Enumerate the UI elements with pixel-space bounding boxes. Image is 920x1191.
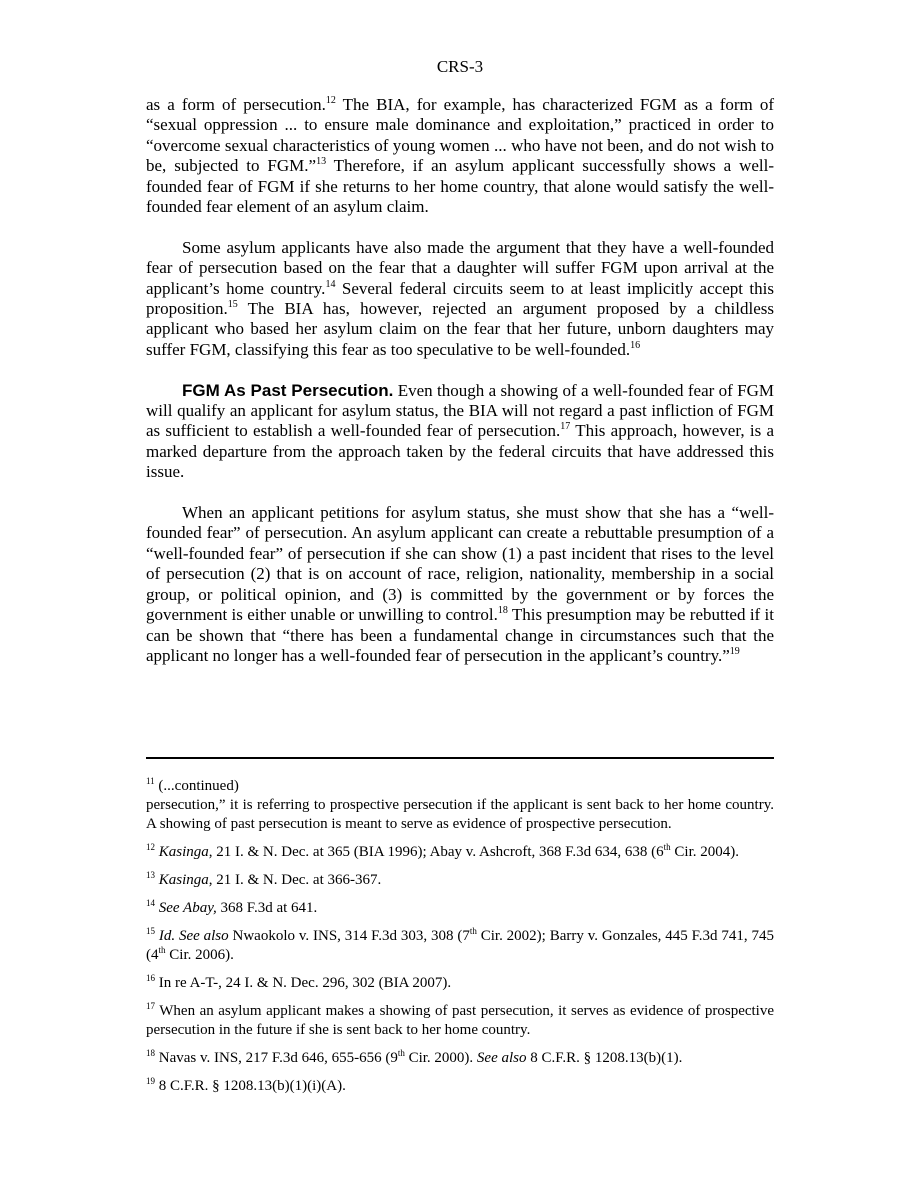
footnote-text: , 21 I. & N. Dec. at 366-367. <box>208 872 382 888</box>
footnote-ref: 15 <box>227 299 238 311</box>
text-run: Therefore, if an asylum applicant successfully shows a well-founded fear of FGM if she returns to her home country, that alone would satisfy the well-founded fear element of an asylum claim. <box>146 156 775 217</box>
footnote-19 <box>146 1077 774 1096</box>
signal-phrase: See also <box>476 1050 527 1066</box>
case-name: Kasinga <box>158 872 209 888</box>
footnote-number: 19 <box>146 1076 155 1086</box>
footnote-text: Cir. 2004). <box>670 844 739 860</box>
footnote-number: 12 <box>146 842 155 852</box>
case-name: Kasinga <box>158 844 209 860</box>
footnote-text: Cir. 2002); Barry v. Gonzales, 445 F.3d 741, 745 (4 <box>146 928 774 963</box>
footnote-18 <box>146 1049 774 1068</box>
footnote-text: Cir. 2006). <box>165 947 234 963</box>
footnote-ref: 14 <box>325 278 336 290</box>
text-run: Some asylum applicants have also made the argument that they have a well-founded fear of persecution based on the fear that a daughter will suffer FGM upon arrival at the applicant’s home country. <box>146 237 774 298</box>
text-run: When an applicant petitions for asylum status, she must show that she has a “well-founded fear” of persecution. An asylum applicant can create a rebuttable presumption of a “well-founded fear” of persecution if she can show (1) a past incident that rises to the level of persecution (2) that is on account of race, religion, nationality, membership in a social group, or political opinion, and (3) is committed by the government or by forces the government is either unable or unwilling to control. <box>146 503 774 625</box>
page-number-header: CRS-3 <box>436 57 484 76</box>
text-run: Several federal circuits seem to at least implicitly accept this proposition. <box>146 278 774 319</box>
ordinal-suffix: th <box>663 842 671 852</box>
footnote-number: 13 <box>146 870 155 880</box>
footnote-ref: 12 <box>325 95 336 106</box>
paragraph-fgm-persecution <box>146 95 774 217</box>
footnote-17 <box>146 1002 774 1040</box>
footnote-number: 16 <box>146 973 155 983</box>
footnote-15 <box>146 927 774 965</box>
ordinal-suffix: th <box>158 945 166 955</box>
footnote-12 <box>146 843 774 862</box>
text-run: The BIA has, however, rejected an argument proposed by a childless applicant who based her asylum claim on the fear that her future, unborn daughters may suffer FGM, classifying this fear as too speculative to be well-founded. <box>146 299 774 359</box>
footnote-14 <box>146 899 774 918</box>
text-run: The BIA, for example, has characterized FGM as a form of “sexual oppression ... to ensure male dominance and exploitation,” practiced in order to “overcome sexual characteristics of young women ... who have not been, and do not wish to be, subjected to FGM.” <box>146 95 775 176</box>
footnote-number: 11 <box>146 776 155 786</box>
text-run: This approach, however, is a marked departure from the approach taken by the federal circuits that have addressed this issue. <box>146 421 774 482</box>
section-heading: FGM As Past Persecution. <box>182 380 394 400</box>
footnote-text: , 21 I. & N. Dec. at 365 (BIA 1996); Abay v. Ashcroft, 368 F.3d 634, 638 (6 <box>208 844 664 860</box>
footnote-ref: 16 <box>630 339 641 351</box>
footnote-13 <box>146 871 774 890</box>
footnote-ref: 13 <box>316 156 327 168</box>
footnote-separator <box>146 757 774 759</box>
footnote-text: 8 C.F.R. § 1208.13(b)(1). <box>526 1050 683 1066</box>
paragraph-rebuttable-presumption <box>146 503 774 666</box>
footnote-ref: 17 <box>560 421 571 433</box>
footnote-number: 14 <box>146 898 155 908</box>
footnote-text: When an asylum applicant makes a showing of past persecution, it serves as evidence of prospective persecution in the future if she is sent back to her home country. <box>146 1003 774 1038</box>
footnote-text: Nwaokolo v. INS, 314 F.3d 303, 308 (7 <box>228 928 470 944</box>
text-run: Even though a showing of a well-founded fear of FGM will qualify an applicant for asylum status, the BIA will not regard a past infliction of FGM as sufficient to establish a well-founded fear of persecution. <box>146 380 775 441</box>
ordinal-suffix: th <box>397 1048 405 1058</box>
text-run: as a form of persecution. <box>146 95 326 114</box>
footnote-text: Cir. 2000). <box>404 1050 477 1066</box>
signal-phrase: Id. See also <box>158 928 229 944</box>
case-name: See Abay, <box>158 900 217 916</box>
footnote-16 <box>146 974 774 993</box>
paragraph-daughter-fear <box>146 238 774 360</box>
body-text <box>146 95 774 687</box>
text-run: This presumption may be rebutted if it can be shown that “there has been a fundamental change in circumstances such that the applicant no longer has a well-founded fear of persecution in the applicant’s country.” <box>146 605 774 665</box>
footnote-text: In re A-T-, 24 I. & N. Dec. 296, 302 (BIA 2007). <box>155 975 452 991</box>
footnote-number: 17 <box>146 1001 155 1011</box>
footnote-11 <box>146 777 774 796</box>
footnote-number: 15 <box>146 926 155 936</box>
footnote-number: 18 <box>146 1048 155 1058</box>
footnote-11-continued: persecution,” it is referring to prospective persecution if the applicant is sent back to her home country. A showing of past persecution is meant to serve as evidence of prospective persecution. <box>146 797 774 832</box>
footnote-ref: 18 <box>497 605 508 617</box>
ordinal-suffix: th <box>469 926 477 936</box>
footnote-ref: 19 <box>729 645 740 657</box>
paragraph-past-persecution <box>146 381 774 483</box>
footnote-text: (...continued) <box>154 778 239 794</box>
footnote-text: Navas v. INS, 217 F.3d 646, 655-656 (9 <box>155 1050 398 1066</box>
footnotes <box>146 777 774 1105</box>
footnote-text: 368 F.3d at 641. <box>216 900 318 916</box>
footnote-text: 8 C.F.R. § 1208.13(b)(1)(i)(A). <box>155 1078 346 1094</box>
